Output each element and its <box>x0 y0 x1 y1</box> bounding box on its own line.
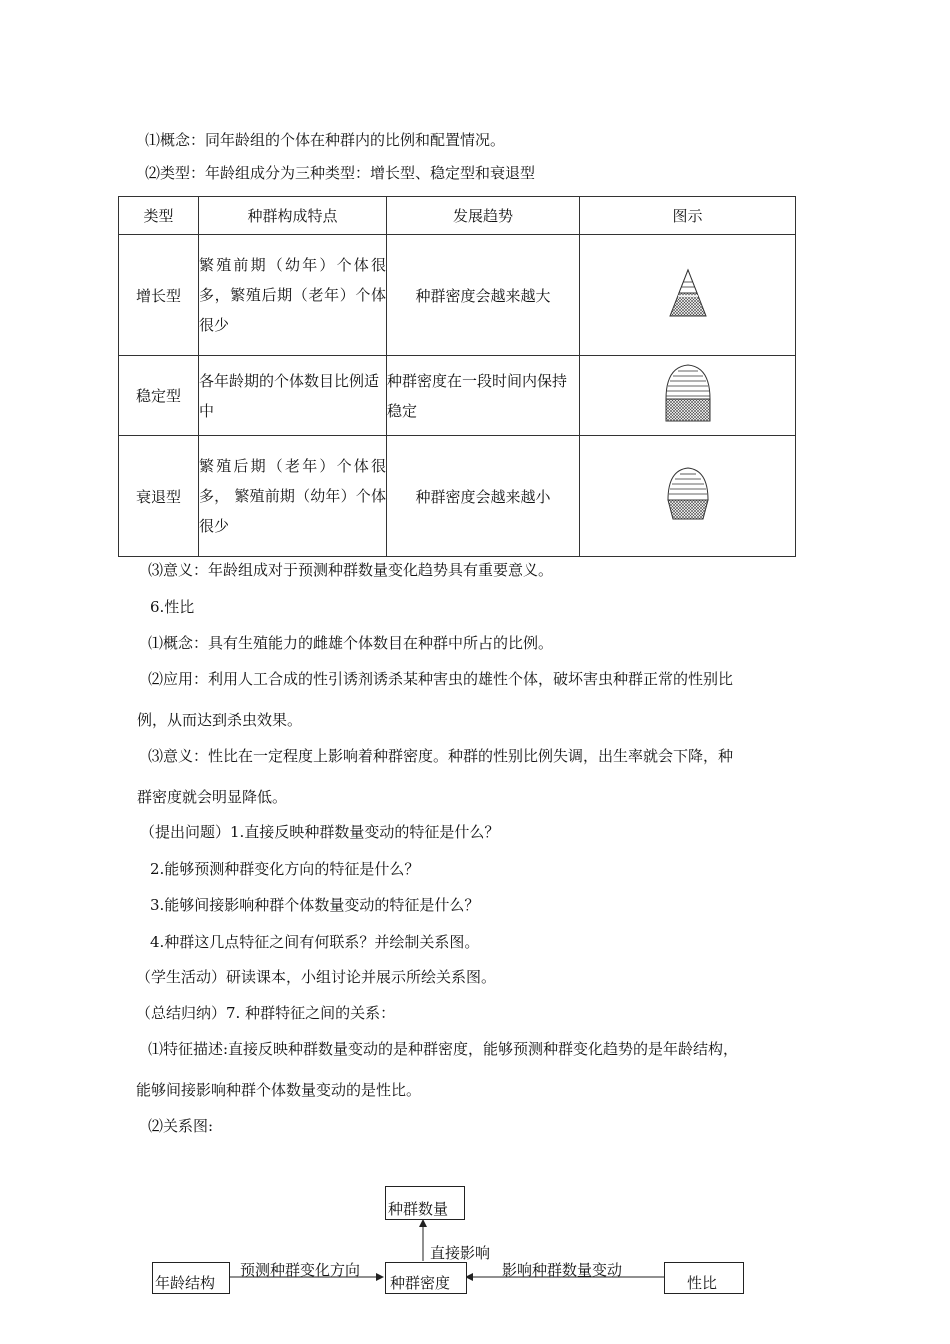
sex-ratio-concept: ⑴概念：具有生殖能力的雌雄个体数目在种群中所占的比例。 <box>148 634 554 652</box>
summary-heading: （总结归纳）7. 种群特征之间的关系： <box>136 1004 396 1022</box>
sex-ratio-heading: 6.性比 <box>150 598 195 616</box>
age-structure-label: 年龄结构 <box>155 1274 216 1292</box>
age-significance: ⑶意义：年龄组成对于预测种群数量变化趋势具有重要意义。 <box>148 561 554 579</box>
table-row <box>119 235 796 356</box>
question-1: （提出问题）1.直接反映种群数量变动的特征是什么？ <box>140 823 500 841</box>
relation-diagram-heading: ⑵关系图: <box>148 1117 214 1135</box>
sex-ratio-label: 性比 <box>687 1274 718 1292</box>
row-trend: 种群密度会越来越小 <box>387 436 580 557</box>
row-feature: 繁殖前期（幼年）个体很多，繁殖后期（老年）个体很少 <box>199 235 387 356</box>
row-trend: 种群密度会越来越大 <box>387 235 580 356</box>
predict-label: 预测种群变化方向 <box>240 1261 361 1279</box>
question-2: 2.能够预测种群变化方向的特征是什么？ <box>150 860 420 878</box>
feature-description-cont: 能够间接影响种群个体数量变动的是性比。 <box>136 1081 422 1099</box>
age-structure-table <box>118 196 796 557</box>
header-type: 类型 <box>119 197 199 235</box>
row-type: 稳定型 <box>119 356 199 436</box>
age-structure-box <box>152 1262 230 1294</box>
row-feature: 各年龄期的个体数目比例适中 <box>199 356 387 436</box>
row-trend: 种群密度在一段时间内保持稳定 <box>387 356 580 436</box>
affect-label: 影响种群数量变动 <box>502 1261 623 1279</box>
density-box <box>385 1262 467 1294</box>
stable-bell-figure <box>580 356 796 436</box>
urn-shape-icon <box>665 466 711 522</box>
header-feature: 种群构成特点 <box>199 197 387 235</box>
sex-ratio-application-cont: 例，从而达到杀虫效果。 <box>137 711 303 729</box>
density-label: 种群密度 <box>390 1274 451 1292</box>
growth-pyramid-figure <box>580 235 796 356</box>
question-4: 4.种群这几点特征之间有何联系？并绘制关系图。 <box>150 933 480 951</box>
row-feature: 繁殖后期（老年）个体很多， 繁殖前期（幼年）个体很少 <box>199 436 387 557</box>
sex-ratio-box <box>664 1262 744 1294</box>
header-figure: 图示 <box>580 197 796 235</box>
sex-ratio-significance: ⑶意义：性比在一定程度上影响着种群密度。种群的性别比例失调，出生率就会下降，种 <box>148 747 734 765</box>
sex-ratio-significance-cont: 群密度就会明显降低。 <box>137 788 288 806</box>
relation-diagram-arrows <box>0 1180 950 1300</box>
direct-label: 直接影响 <box>430 1244 491 1262</box>
age-types: ⑵类型：年龄组成分为三种类型：增长型、稳定型和衰退型 <box>145 164 536 182</box>
row-type: 增长型 <box>119 235 199 356</box>
header-trend: 发展趋势 <box>387 197 580 235</box>
table-row <box>119 436 796 557</box>
feature-description: ⑴特征描述:直接反映种群数量变动的是种群密度，能够预测种群变化趋势的是年龄结构， <box>148 1040 739 1058</box>
bell-shape-icon <box>662 363 714 425</box>
quantity-box <box>385 1186 465 1220</box>
table-header-row <box>119 197 796 235</box>
decline-urn-figure <box>580 436 796 557</box>
quantity-label: 种群数量 <box>388 1200 449 1218</box>
student-activity: （学生活动）研读课本，小组讨论并展示所绘关系图。 <box>136 968 497 986</box>
sex-ratio-application: ⑵应用：利用人工合成的性引诱剂诱杀某种害虫的雄性个体，破坏害虫种群正常的性别比 <box>148 670 734 688</box>
row-type: 衰退型 <box>119 436 199 557</box>
question-3: 3.能够间接影响种群个体数量变动的特征是什么？ <box>150 896 480 914</box>
table-row <box>119 356 796 436</box>
age-concept: ⑴概念：同年龄组的个体在种群内的比例和配置情况。 <box>145 131 506 149</box>
pyramid-shape-icon <box>668 268 708 318</box>
